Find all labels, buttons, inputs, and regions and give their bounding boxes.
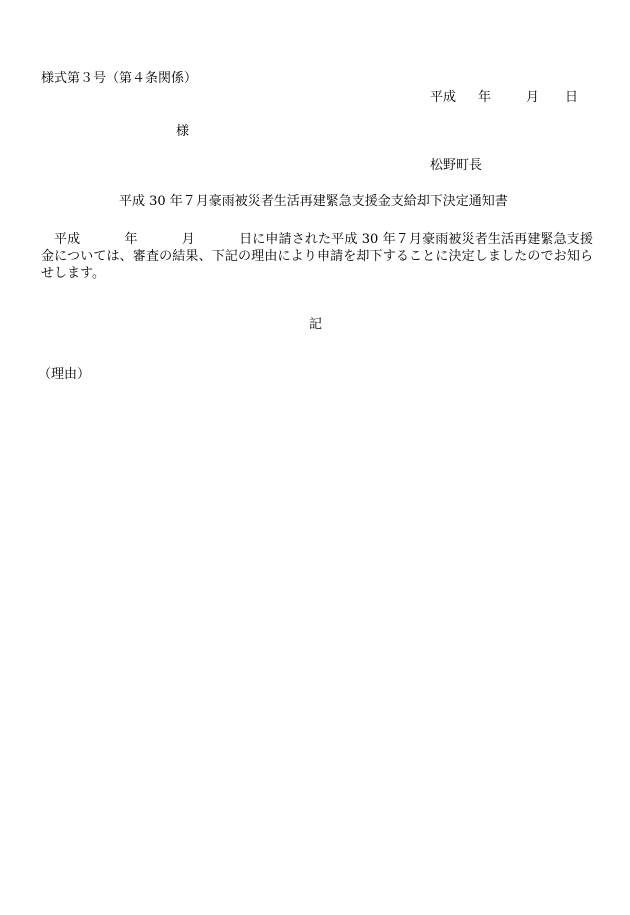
form-number: 様式第３号（第４条関係） [41, 71, 198, 86]
body-year-unit: 年 [124, 232, 138, 247]
date-line [430, 89, 578, 107]
date-year-unit: 年 [478, 90, 492, 105]
body-text: 日に申請された平成 30 年７月豪雨被災者生活再建緊急支援金については、審査の結果、下記の理由により申請を却下することに決定しましたのでお知らせします。 [41, 232, 593, 281]
recipient-suffix: 様 [176, 124, 190, 139]
date-day-unit: 日 [565, 90, 579, 105]
body-era: 平成 [54, 232, 81, 247]
body-month-unit: 月 [181, 232, 195, 247]
date-era: 平成 [430, 90, 457, 105]
ki-heading: 記 [309, 317, 323, 332]
reason-label: （理由） [38, 367, 91, 382]
document-title: 平成 30 年７月豪雨被災者生活再建緊急支援金支給却下決定通知書 [119, 194, 508, 209]
date-month-unit: 月 [526, 90, 540, 105]
issuer-name: 松野町長 [430, 158, 483, 173]
body-paragraph [41, 231, 593, 282]
